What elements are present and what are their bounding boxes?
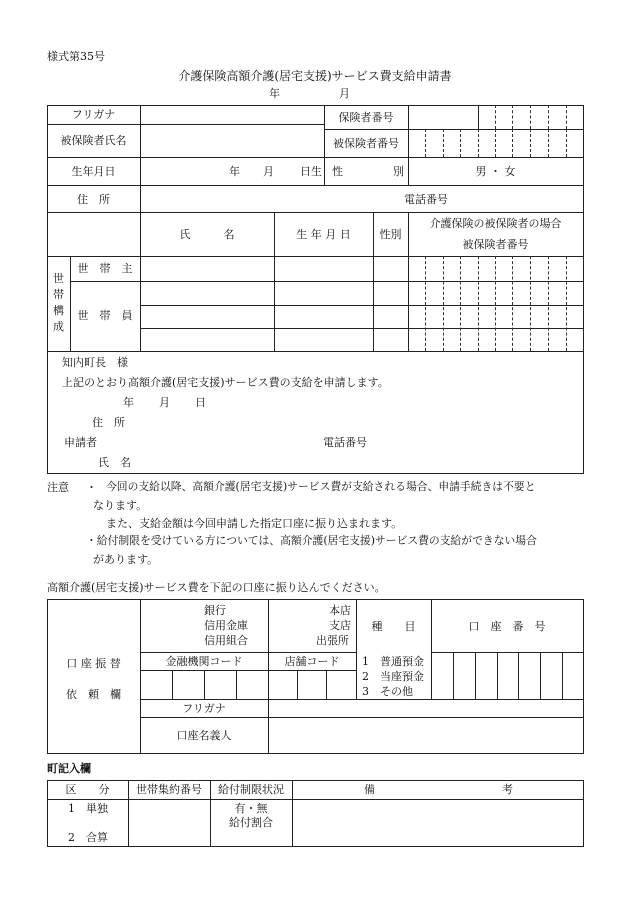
account-number-label: 口 座 番 号: [468, 620, 546, 633]
inst-code-label: 金融機関コード: [165, 655, 243, 668]
household-col-birth: 生 年 月 日: [296, 228, 351, 241]
addressee: 知内町長 様: [62, 356, 128, 369]
note-1-line-2: なります。: [93, 499, 148, 512]
household-side-char: 帯: [53, 288, 64, 301]
office-col-household-no: 世帯集約番号: [136, 783, 202, 796]
applicant-address-label: 住 所: [92, 416, 125, 429]
sex-options: 男 ・ 女: [475, 165, 516, 178]
account-type-label: 種 目: [371, 620, 416, 633]
notes-heading: 注意: [47, 481, 69, 494]
birth-day-label: 日生: [300, 165, 322, 178]
account-furigana-label: フリガナ: [182, 702, 226, 715]
inst-type-bank: 銀行: [204, 604, 226, 617]
form-title: 介護保険高額介護(居宅支援)サービス費支給申請書: [178, 69, 452, 83]
applicant-phone-label: 電話番号: [323, 436, 367, 449]
notes-bullet: ・: [86, 481, 97, 494]
insurer-number-label: 保険者番号: [338, 111, 394, 124]
type-option-other: 3 その他: [362, 685, 413, 698]
household-col-name: 氏 名: [179, 228, 235, 241]
household-side-char: 成: [53, 320, 64, 333]
household-col-sex: 性別: [379, 228, 402, 241]
household-col-insured-case: 介護保険の被保険者の場合: [429, 217, 562, 230]
category-combined: 2 合算: [68, 831, 108, 844]
insured-name-label: 被保険者氏名: [60, 134, 127, 147]
header-year-label: 年: [269, 87, 280, 100]
inst-type-kumiai: 信用組合: [204, 634, 248, 647]
account-holder-label: 口座名義人: [176, 729, 232, 742]
office-col-remarks-1: 備: [364, 783, 375, 796]
household-side-char: 世: [53, 272, 64, 285]
bank-side-label-1: 口 座 振 替: [66, 657, 121, 670]
form-number: 様式第35号: [47, 50, 105, 63]
restriction-ratio: 給付割合: [229, 816, 273, 829]
office-col-remarks-2: 考: [502, 783, 513, 796]
birth-year-label: 年: [229, 165, 240, 178]
bank-side-label-2: 依 頼 欄: [66, 688, 121, 701]
note-2-line-1: ・給付制限を受けている方については、高額介護(居宅支援)サービス費の支給ができない場合: [86, 534, 537, 547]
household-head-label: 世 帯 主: [77, 262, 133, 275]
office-col-category: 区 分: [65, 783, 110, 796]
restriction-yes-no: 有・無: [234, 802, 268, 815]
type-option-ordinary: 1 普通預金: [362, 655, 424, 668]
note-1-line-3: また、支給金額は今回申請した指定口座に振り込まれます。: [106, 517, 403, 530]
branch-type-branch: 支店: [329, 619, 351, 632]
branch-type-main: 本店: [329, 604, 351, 617]
branch-type-sub: 出張所: [316, 634, 349, 647]
household-side-char: 構: [53, 304, 64, 317]
note-1-line-1: 今回の支給以降、高額介護(居宅支援)サービス費が支給される場合、申請手続きは不要と: [106, 480, 536, 493]
category-single: 1 単独: [68, 802, 108, 815]
bank-intro: 高額介護(居宅支援)サービス費を下記の口座に振り込んでください。: [47, 581, 386, 594]
declaration-year-label: 年: [123, 396, 134, 409]
branch-code-label: 店舗コード: [284, 655, 340, 668]
household-col-insured-number: 被保険者番号: [462, 238, 529, 251]
note-2-line-2: があります。: [93, 553, 159, 566]
application-statement: 上記のとおり高額介護(居宅支援)サービス費の支給を申請します。: [62, 376, 389, 389]
household-member-label: 世 帯 員: [77, 309, 133, 322]
inst-type-shinkin: 信用金庫: [204, 619, 248, 632]
declaration-month-label: 月: [159, 396, 170, 409]
office-col-restriction: 給付制限状況: [218, 783, 284, 796]
birth-month-label: 月: [263, 165, 274, 178]
office-heading: 町記入欄: [47, 762, 91, 775]
sex-label-2: 別: [393, 165, 404, 178]
type-option-current: 2 当座預金: [362, 670, 424, 683]
header-month-label: 月: [339, 87, 350, 100]
declaration-day-label: 日: [195, 396, 206, 409]
sex-label-1: 性: [332, 165, 343, 178]
address-label: 住 所: [77, 193, 110, 206]
insured-number-label: 被保険者番号: [333, 137, 399, 150]
applicant-name-label: 氏 名: [98, 456, 131, 469]
applicant-label: 申請者: [64, 436, 97, 449]
furigana-label: フリガナ: [71, 108, 116, 121]
birth-date-label: 生年月日: [71, 165, 116, 178]
phone-label: 電話番号: [404, 193, 448, 206]
